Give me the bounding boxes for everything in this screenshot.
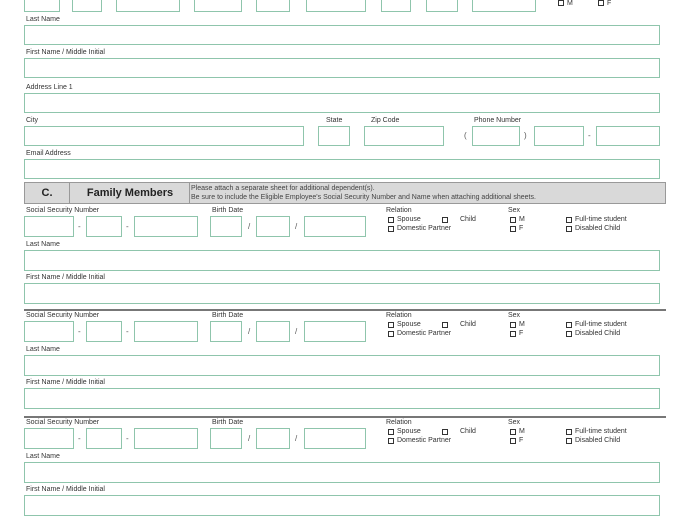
date-slash-2: / [295,434,298,443]
dependent-ssn-part1[interactable] [24,216,74,237]
disabled-child-label: Disabled Child [575,225,621,232]
sex-m-label: M [519,428,525,435]
ssn-dash-1: - [78,327,81,336]
dependent-first-name-label: First Name / Middle Initial [26,274,105,281]
sex-f-checkbox[interactable] [510,226,516,232]
sex-f-checkbox[interactable] [510,331,516,337]
sex-m-checkbox[interactable] [510,322,516,328]
employee-phone-line-field[interactable] [596,126,660,146]
full-time-student-label: Full-time student [575,321,627,328]
date-slash-1: / [248,327,251,336]
relation-spouse-label: Spouse [397,216,421,223]
dependent-birth-month[interactable] [210,321,242,342]
relation-spouse-checkbox[interactable] [388,429,394,435]
dependent-last-name-field[interactable] [24,250,660,271]
employee-sex-f-checkbox[interactable] [598,0,604,6]
relation-domestic-partner-label: Domestic Partner [397,437,452,444]
employee-last-name-field[interactable] [24,25,660,45]
dependent-ssn-part2[interactable] [86,216,122,237]
dependent-birth-date-label: Birth Date [212,312,244,319]
dependent-birth-day[interactable] [256,321,290,342]
sex-m-checkbox[interactable] [510,217,516,223]
dependent-ssn-part2[interactable] [86,321,122,342]
dependent-first-name-label: First Name / Middle Initial [26,379,105,386]
employee-birth-month[interactable] [194,0,242,12]
relation-domestic-partner-checkbox[interactable] [388,331,394,337]
relation-child-checkbox[interactable] [442,322,448,328]
dependent-relation-label: Relation [386,419,412,426]
relation-domestic-partner-checkbox[interactable] [388,226,394,232]
dependent-first-name-label: First Name / Middle Initial [26,486,105,493]
dependent-birth-day[interactable] [256,216,290,237]
employee-extra-field-1[interactable] [381,0,411,12]
sex-m-checkbox[interactable] [510,429,516,435]
dependent-ssn-part2[interactable] [86,428,122,449]
dependent-relation-label: Relation [386,207,412,214]
disabled-child-checkbox[interactable] [566,438,572,444]
dependent-last-name-field[interactable] [24,355,660,376]
section-c-note-line2: Be sure to include the Eligible Employee's Social Security Number and Name when attaching additional sheets. [191,194,536,201]
phone-paren-open: ( [464,131,467,140]
dependent-birth-date-label: Birth Date [212,419,244,426]
dependent-sex-label: Sex [508,419,521,426]
employee-first-name-label: First Name / Middle Initial [26,49,105,56]
employee-extra-field-2[interactable] [426,0,458,12]
employee-state-field[interactable] [318,126,350,146]
full-time-student-label: Full-time student [575,428,627,435]
sex-m-label: M [519,216,525,223]
employee-birth-year[interactable] [306,0,366,12]
disabled-child-label: Disabled Child [575,437,621,444]
section-c-header [24,182,666,204]
ssn-dash-2: - [126,327,129,336]
sex-f-label: F [519,330,524,337]
employee-zip-label: Zip Code [371,117,400,124]
dependent-ssn-label: Social Security Number [26,419,100,426]
disabled-child-label: Disabled Child [575,330,621,337]
date-slash-1: / [248,222,251,231]
relation-spouse-label: Spouse [397,321,421,328]
dependent-ssn-part3[interactable] [134,428,198,449]
dependent-first-name-field[interactable] [24,495,660,516]
sex-f-label: F [519,437,524,444]
employee-city-label: City [26,117,39,124]
employee-email-field[interactable] [24,159,660,179]
section-c-title: Family Members [71,183,190,203]
relation-child-label: Child [460,216,476,223]
employee-phone-label: Phone Number [474,117,522,124]
dependent-birth-year[interactable] [304,321,366,342]
ssn-dash-1: - [78,434,81,443]
full-time-student-label: Full-time student [575,216,627,223]
relation-spouse-checkbox[interactable] [388,217,394,223]
employee-first-name-field[interactable] [24,58,660,78]
dependent-first-name-field[interactable] [24,388,660,409]
dependent-ssn-part3[interactable] [134,216,198,237]
employee-address-field[interactable] [24,93,660,113]
employee-sex-m-label: M [567,0,573,7]
disabled-child-checkbox[interactable] [566,331,572,337]
ssn-dash-2: - [126,434,129,443]
employee-address-label: Address Line 1 [26,84,73,91]
section-c-letter: C. [25,183,70,203]
dependent-divider [24,416,666,418]
employee-ssn-part2[interactable] [72,0,102,12]
relation-domestic-partner-checkbox[interactable] [388,438,394,444]
employee-last-name-label: Last Name [26,16,60,23]
employee-extra-field-3[interactable] [472,0,536,12]
employee-state-label: State [326,117,343,124]
phone-dash: - [588,131,591,140]
dependent-last-name-field[interactable] [24,462,660,483]
date-slash-1: / [248,434,251,443]
dependent-sex-label: Sex [508,312,521,319]
ssn-dash-2: - [126,222,129,231]
dependent-birth-date-label: Birth Date [212,207,244,214]
dependent-ssn-label: Social Security Number [26,312,100,319]
employee-phone-area-field[interactable] [472,126,520,146]
employee-sex-f-label: F [607,0,612,7]
relation-child-label: Child [460,321,476,328]
dependent-ssn-part1[interactable] [24,321,74,342]
full-time-student-checkbox[interactable] [566,217,572,223]
sex-m-label: M [519,321,525,328]
disabled-child-checkbox[interactable] [566,226,572,232]
dependent-birth-month[interactable] [210,216,242,237]
employee-zip-field[interactable] [364,126,444,146]
sex-f-label: F [519,225,524,232]
dependent-birth-month[interactable] [210,428,242,449]
employee-ssn-part1[interactable] [24,0,60,12]
dependent-ssn-label: Social Security Number [26,207,100,214]
dependent-ssn-part1[interactable] [24,428,74,449]
date-slash-2: / [295,327,298,336]
relation-child-checkbox[interactable] [442,217,448,223]
full-time-student-checkbox[interactable] [566,322,572,328]
full-time-student-checkbox[interactable] [566,429,572,435]
dependent-birth-year[interactable] [304,216,366,237]
relation-spouse-label: Spouse [397,428,421,435]
dependent-birth-year[interactable] [304,428,366,449]
relation-spouse-checkbox[interactable] [388,322,394,328]
employee-birth-day[interactable] [256,0,290,12]
relation-child-checkbox[interactable] [442,429,448,435]
dependent-divider [24,309,666,311]
employee-city-field[interactable] [24,126,304,146]
dependent-birth-day[interactable] [256,428,290,449]
date-slash-2: / [295,222,298,231]
phone-paren-close: ) [524,131,527,140]
employee-ssn-part3[interactable] [116,0,180,12]
dependent-last-name-label: Last Name [26,241,60,248]
dependent-last-name-label: Last Name [26,453,60,460]
sex-f-checkbox[interactable] [510,438,516,444]
dependent-last-name-label: Last Name [26,346,60,353]
dependent-first-name-field[interactable] [24,283,660,304]
relation-domestic-partner-label: Domestic Partner [397,330,452,337]
ssn-dash-1: - [78,222,81,231]
section-c-note-line1: Please attach a separate sheet for additional dependent(s). [191,185,375,192]
relation-domestic-partner-label: Domestic Partner [397,225,452,232]
employee-phone-prefix-field[interactable] [534,126,584,146]
employee-email-label: Email Address [26,150,71,157]
dependent-relation-label: Relation [386,312,412,319]
relation-child-label: Child [460,428,476,435]
dependent-sex-label: Sex [508,207,521,214]
dependent-ssn-part3[interactable] [134,321,198,342]
employee-sex-m-checkbox[interactable] [558,0,564,6]
